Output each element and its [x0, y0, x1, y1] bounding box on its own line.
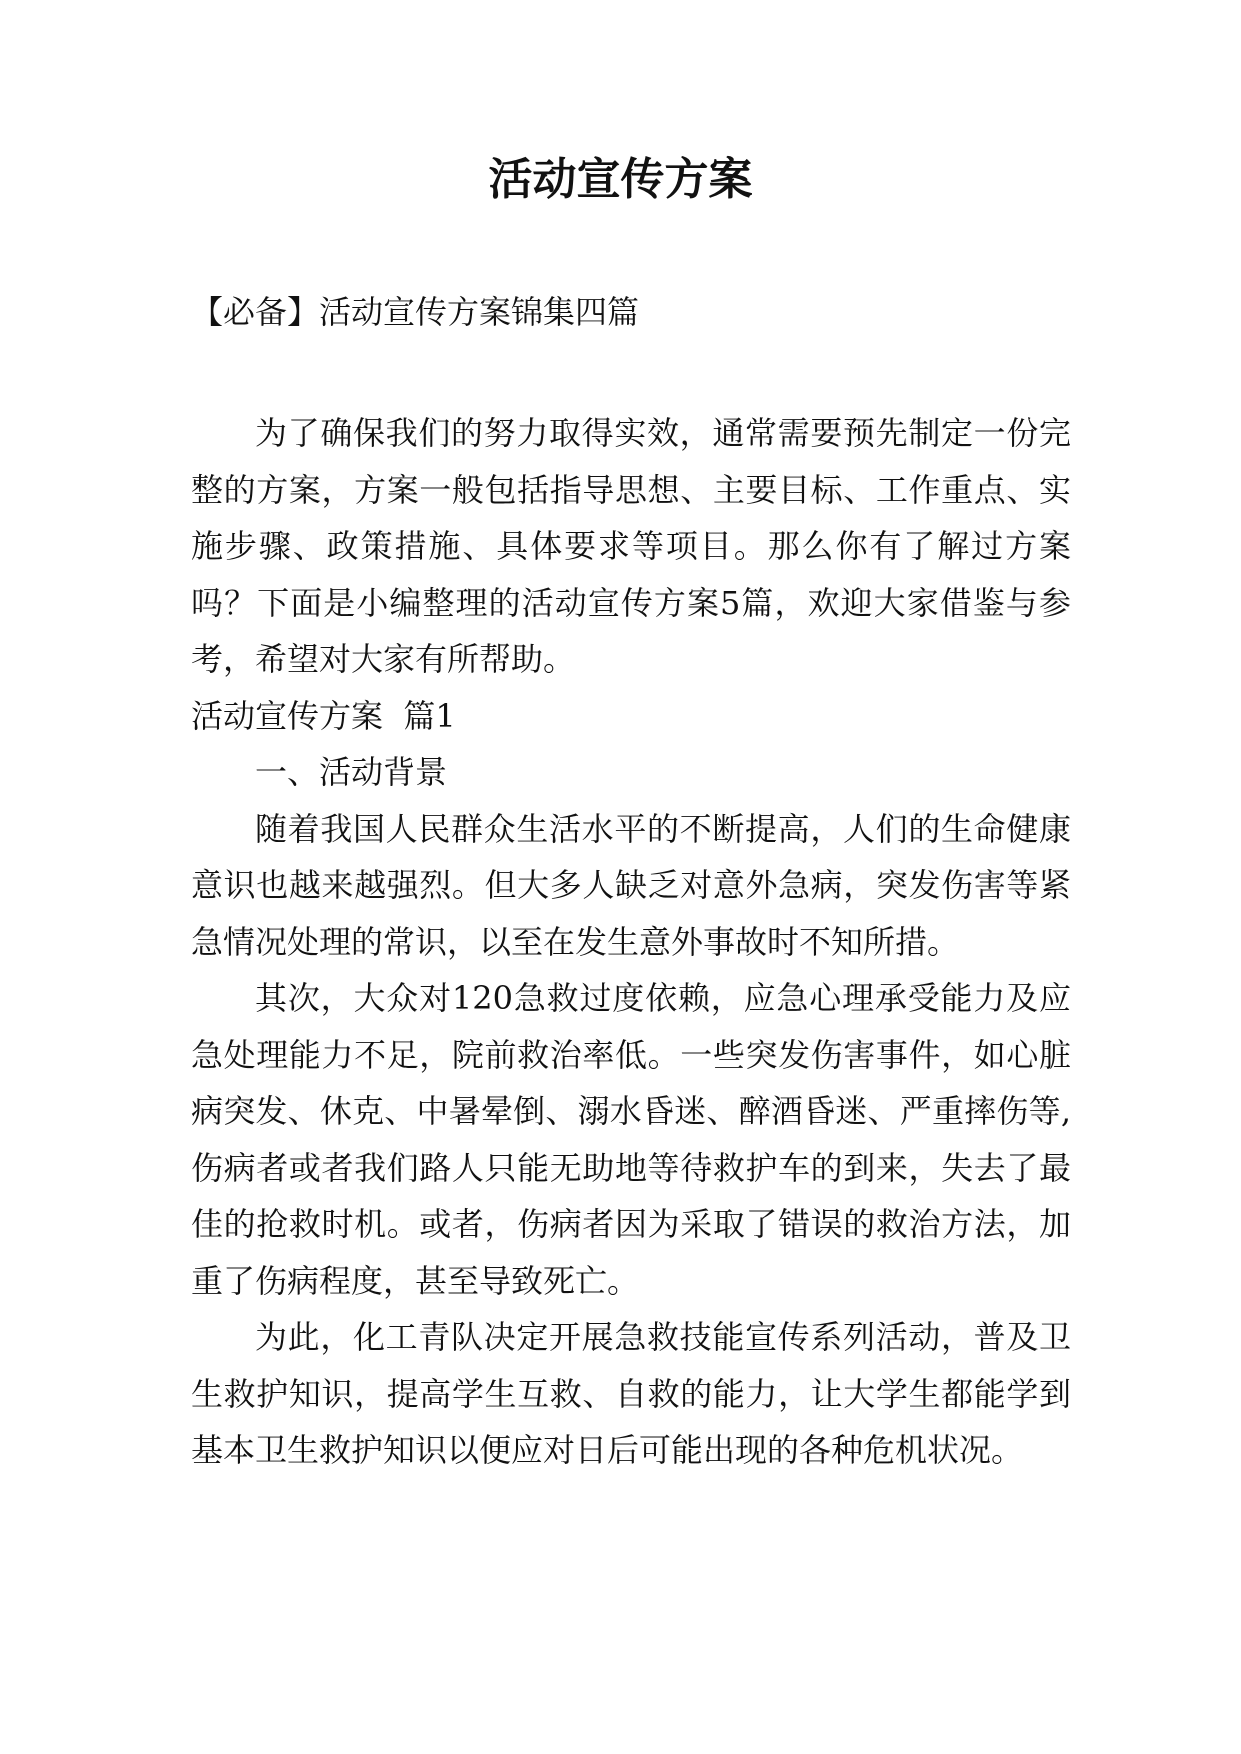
document-body [191, 405, 1071, 1479]
document-title: 活动宣传方案 [488, 154, 753, 205]
intro-paragraph: 为了确保我们的努力取得实效，通常需要预先制定一份完整的方案，方案一般包括指导思想、主要目标、工作重点、实施步骤、政策措施、具体要求等项目。那么你有了解过方案吗？下面是小编整理的活动宣传方案5篇，欢迎大家借鉴与参考，希望对大家有所帮助。 [191, 414, 1071, 678]
body-paragraph: 为此，化工青队决定开展急救技能宣传系列活动，普及卫生救护知识，提高学生互救、自救的能力，让大学生都能学到基本卫生救护知识以便应对日后可能出现的各种危机状况。 [191, 1318, 1071, 1469]
section-heading: 活动宣传方案 篇1 [191, 696, 456, 735]
body-paragraph: 其次，大众对120急救过度依赖，应急心理承受能力及应急处理能力不足，院前救治率低。一些突发伤害事件，如心脏病突发、休克、中暑晕倒、溺水昏迷、醉酒昏迷、严重摔伤等,伤病者或者我们路人只能无助地等待救护车的到来，失去了最佳的抢救时机。或者，伤病者因为采取了错误的救治方法，加重了伤病程度，甚至导致死亡。 [191, 979, 1071, 1300]
body-paragraph: 随着我国人民群众生活水平的不断提高，人们的生命健康意识也越来越强烈。但大多人缺乏对意外急病，突发伤害等紧急情况处理的常识，以至在发生意外事故时不知所措。 [191, 809, 1071, 961]
document-subtitle: 【必备】活动宣传方案锦集四篇 [191, 293, 640, 331]
subsection-heading: 一、活动背景 [255, 753, 448, 791]
